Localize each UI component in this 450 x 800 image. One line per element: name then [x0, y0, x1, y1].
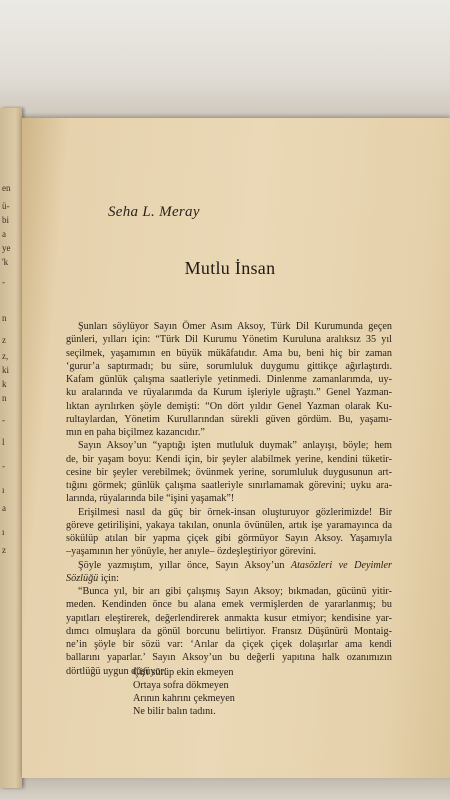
- adjacent-page-edge: [0, 108, 22, 788]
- text-run: ku aralarında ve rüyalarımda da Kurum işleriyle uğraştı.” Genel Yazman-: [66, 387, 392, 399]
- text-line: [66, 492, 392, 505]
- adjacent-page-fragment: a: [2, 229, 6, 239]
- text-run: ne’in şöyle bir sözü var: ‘Arılar da çiçek çiçek dolaşırlar ama kendi: [66, 639, 392, 650]
- adjacent-page-fragment: en: [2, 183, 11, 193]
- text-run: Erişilmesi nasıl da güç bir örnek-insan oluşturuyor gözlerimizde! Bir: [78, 506, 392, 518]
- adjacent-page-fragment: ı: [2, 485, 5, 495]
- text-line: [66, 651, 392, 664]
- text-run: Sayın Aksoy’un “yaptığı işten mutluluk duymak” anlayışı, böyle; hem: [78, 440, 392, 452]
- text-line: [66, 347, 392, 360]
- adjacent-page-fragment: k: [2, 379, 7, 389]
- text-run: Şöyle yazmıştım, yıllar önce, Sayın Aksoy’un: [78, 559, 291, 571]
- text-line: [66, 612, 392, 625]
- text-run: ‘gurur’a saptırmadı; bu süre, sorumluluk duygumu gittikçe ağırlaştırdı.: [66, 360, 392, 372]
- adjacent-page-fragment: -: [2, 277, 5, 287]
- text-run: meden. Kendinden önce bu alana emek vermişlerden de yararlanmış; bu: [66, 599, 392, 611]
- adjacent-page-fragment: 'k: [2, 257, 9, 267]
- text-run: cesine bir şeyler verebilmek; övünmek yerine, sorumluluk duygusunun art-: [66, 466, 392, 478]
- text-run: Şunları söylüyor Sayın Ömer Asım Aksoy, Türk Dil Kurumunda geçen: [78, 321, 392, 332]
- text-run: tığını görmek; günlük çalışma saatleriyle sınırlamamak görevini; uyku ara-: [66, 480, 392, 491]
- text-line: [66, 373, 392, 386]
- text-line: [66, 545, 392, 558]
- text-run: yapıtları eleştirerek, değerlendirerek anmakta kusur etmiyor; kendisine yar-: [66, 612, 392, 624]
- text-run: rultaylardan, Yönetim Kurullarından sürekli güven gördüm. Bu, yaşamı-: [66, 413, 392, 425]
- text-run: göreve getirilişini, yakaya takılan, onunla övünülen, artık işe yaramayınca da: [66, 519, 392, 531]
- author-name: Seha L. Meray: [108, 204, 200, 220]
- poem-line: Arının kahrını çekmeyen: [133, 693, 235, 705]
- text-line: [66, 453, 392, 466]
- book-title-italic: Atasözleri ve Deyimler: [290, 559, 392, 571]
- text-run: için:: [98, 572, 119, 584]
- text-run: mın en paha biçilmez kazancıdır.”: [66, 427, 205, 438]
- text-line: [66, 466, 392, 479]
- text-line: [66, 598, 392, 611]
- text-run: günleri, yılları için: “Türk Dil Kurumu Yönetim Kuruluna aralıksız 35 yıl: [66, 334, 392, 346]
- text-line: [66, 439, 392, 452]
- adjacent-page-fragment: bi: [2, 215, 10, 225]
- text-line: [66, 360, 392, 373]
- text-line: [66, 519, 392, 532]
- article-title: Mutlu İnsan: [184, 258, 276, 278]
- text-run: seçilmek, yaşamımın en büyük mükâfatıdır. Ama bu, beni hiç bir zaman: [66, 347, 392, 359]
- text-line: [66, 585, 392, 598]
- text-line: [66, 400, 392, 413]
- adjacent-page-fragment: z: [2, 335, 6, 345]
- text-run: –yaşamının her yönüyle, her anıyle– özdeşleştiriyor görevini.: [66, 546, 317, 558]
- text-run: lıktan ayrılırken şöyle demişti: “On dört yıldır Genel Yazman olarak Ku-: [66, 400, 392, 412]
- quoted-poem: [133, 666, 235, 718]
- adjacent-page-fragment: ı: [2, 527, 5, 537]
- adjacent-page-fragment: n: [2, 313, 7, 323]
- text-run: dörtlüğü uygun düşüyor:: [66, 665, 167, 677]
- book-title-italic: Sözlüğü: [66, 572, 99, 584]
- text-line: [66, 479, 392, 492]
- text-run: ballarını yaparlar.’ Sayın Aksoy’un bu değerli yapıtına halk ozanımızın: [66, 652, 392, 664]
- text-line: [66, 386, 392, 399]
- text-line: [66, 559, 392, 572]
- text-line: [66, 333, 392, 346]
- adjacent-page-fragment: ü-: [2, 201, 10, 211]
- text-run: “Bunca yıl, bir arı gibi çalışmış Sayın Aksoy; bıkmadan, gücünü yitir-: [78, 586, 392, 597]
- text-run: dımcı olmuşlara da gönül borcunu belirtiyor. Fransız Düşünürü Montaig-: [66, 625, 392, 637]
- adjacent-page-fragment: a: [2, 503, 6, 513]
- text-line: [66, 532, 392, 545]
- adjacent-page-fragment: z: [2, 545, 6, 555]
- adjacent-page-fragment: -: [2, 461, 5, 471]
- text-run: de, bir yaşam boyu: Kendi için, bir şeyler alabilmek yerine, kendini tüketir-: [66, 453, 392, 465]
- text-run: Kafam günlük çalışma saatleriyle yetinmedi. Dinlenme zamanlarımda, uy-: [66, 374, 392, 385]
- adjacent-page-fragment: z,: [2, 351, 9, 361]
- text-line: [66, 413, 392, 426]
- adjacent-page-fragment: ki: [2, 365, 10, 375]
- text-line: [66, 320, 392, 333]
- adjacent-page-fragment: n: [2, 393, 7, 403]
- text-line: [66, 638, 392, 651]
- text-run: larında, rüyalarında bile “işini yaşamak”!: [66, 493, 235, 505]
- adjacent-page-fragment: l: [2, 437, 5, 447]
- article-body: [66, 320, 392, 678]
- text-line: [66, 625, 392, 638]
- background-surface: [0, 0, 450, 125]
- text-line: [66, 426, 392, 439]
- text-line: [66, 506, 392, 519]
- text-line: [66, 572, 392, 585]
- adjacent-page-fragment: -: [2, 415, 5, 425]
- text-run: sökülüp atılan bir yapma çiçek gibi görmüyor Sayın Aksoy. Yaşamıyla: [66, 533, 392, 544]
- poem-line: Çift sürüp ekin ekmeyen: [133, 667, 234, 678]
- adjacent-page-fragment: ye: [2, 243, 11, 253]
- poem-line: Ne bilir balın tadını.: [133, 706, 216, 718]
- poem-line: Ortaya sofra dökmeyen: [133, 680, 229, 692]
